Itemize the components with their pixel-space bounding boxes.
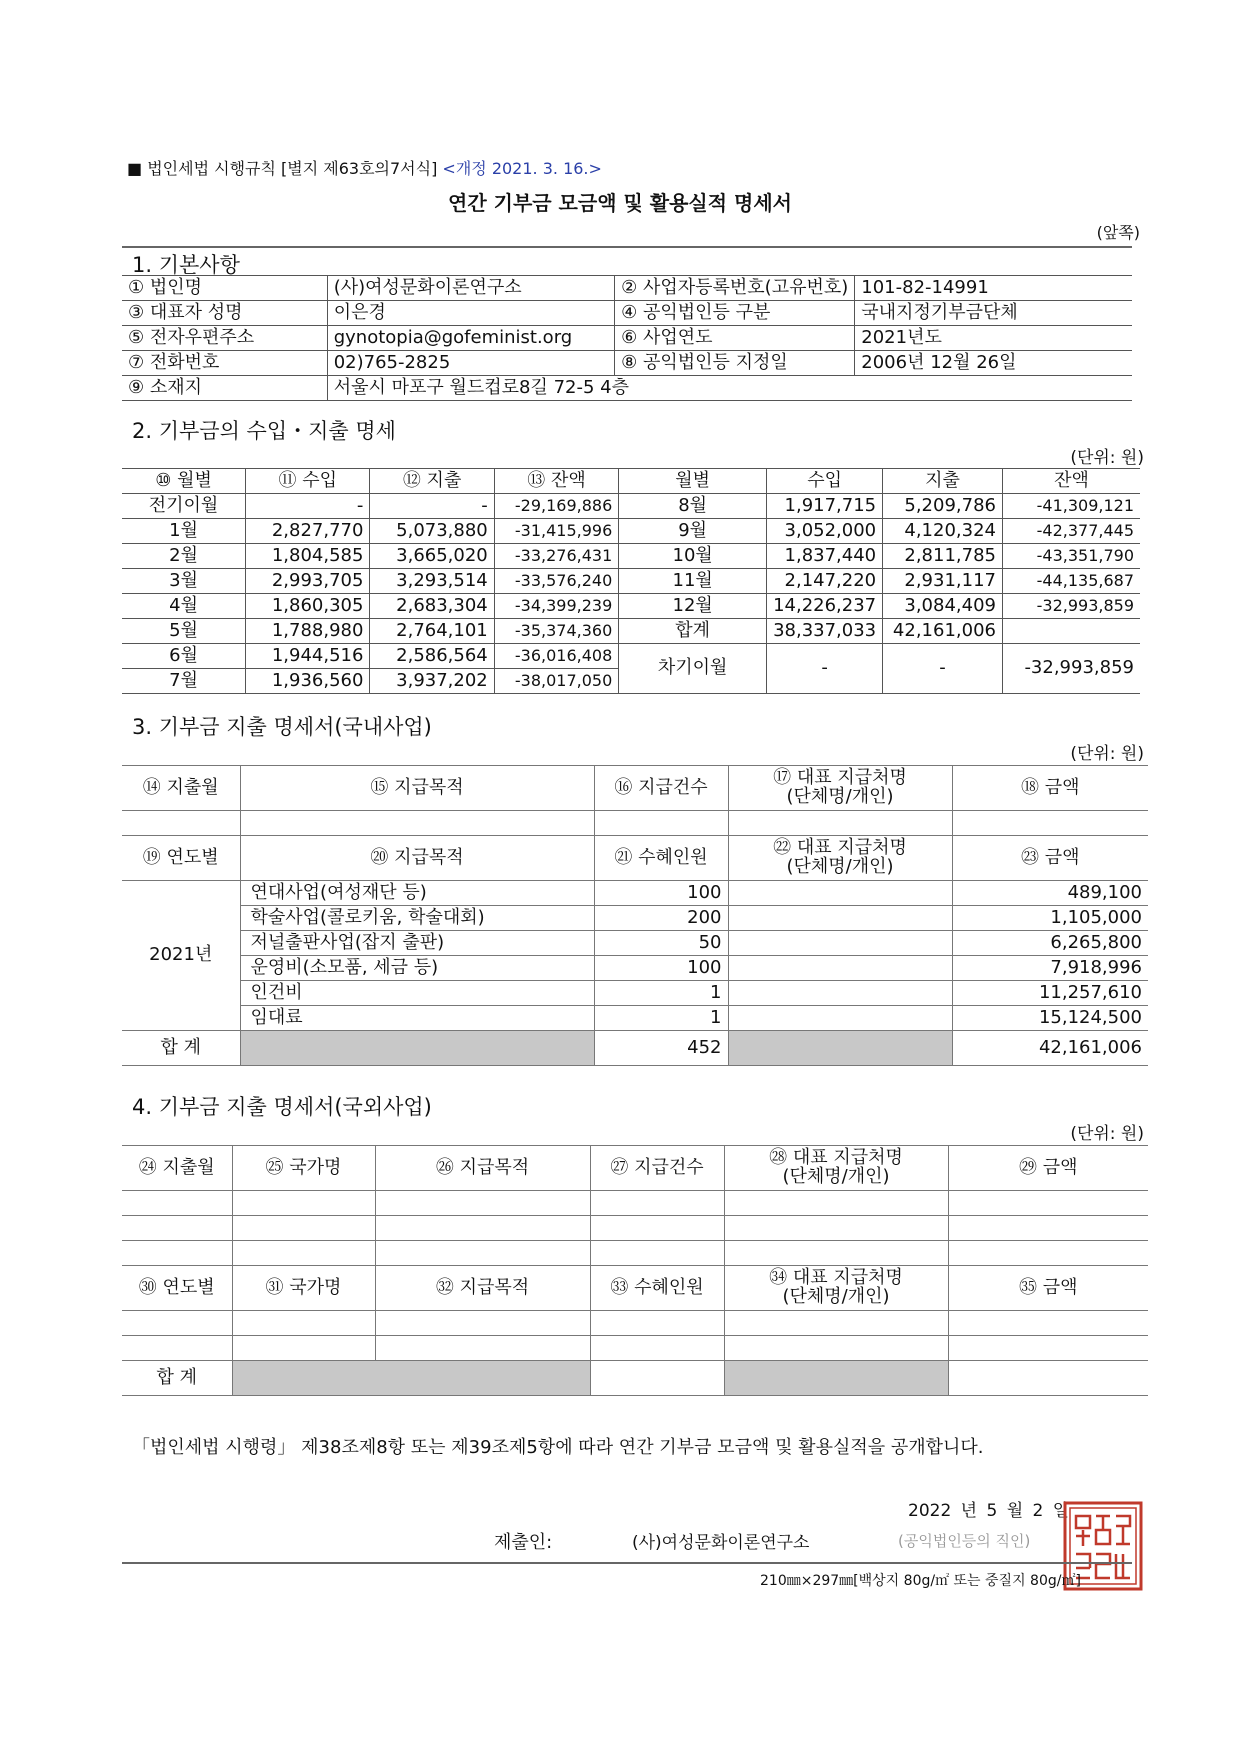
recipient-cell <box>728 981 952 1006</box>
month-row <box>122 644 1140 669</box>
total-label: 합 계 <box>122 1361 232 1396</box>
amount-cell: -41,309,121 <box>1002 494 1140 519</box>
count-cell: 100 <box>594 881 728 906</box>
amount-cell: 1,860,305 <box>246 594 370 619</box>
basic-info-value: 02)765-2825 <box>327 351 614 376</box>
column-header: ⑪ 수입 <box>246 469 370 494</box>
header-line: ⑰ 대표 지급처명 <box>773 767 907 789</box>
empty-cell <box>948 1311 1148 1336</box>
month-row <box>122 594 1140 619</box>
empty-cell <box>724 1216 948 1241</box>
recipient-cell <box>728 1006 952 1031</box>
purpose-cell: 저널출판사업(잡지 출판) <box>240 931 594 956</box>
total-row <box>122 1361 1148 1396</box>
total-amount <box>948 1361 1148 1396</box>
basic-info-label: ③ 대표자 성명 <box>122 301 327 326</box>
revision-date: <개정 2021. 3. 16.> <box>442 159 602 178</box>
basic-info-label: ⑤ 전자우편주소 <box>122 326 327 351</box>
month-label: 전기이월 <box>122 494 246 519</box>
empty-cell <box>724 1311 948 1336</box>
header-line: (단체명/개인) <box>782 1286 890 1307</box>
basic-info-value: 이은경 <box>327 301 614 326</box>
column-header <box>724 1146 948 1191</box>
amount-cell: 1,788,980 <box>246 619 370 644</box>
purpose-cell: 연대사업(여성재단 등) <box>240 881 594 906</box>
column-header-row <box>122 1266 1148 1311</box>
gray-cell <box>724 1361 948 1396</box>
expense-row <box>122 1006 1148 1031</box>
total-label: 합 계 <box>122 1031 240 1066</box>
empty-cell <box>375 1216 590 1241</box>
gray-cell <box>232 1361 590 1396</box>
total-count: 452 <box>594 1031 728 1066</box>
amount-cell: 3,052,000 <box>767 519 883 544</box>
month-label: 4월 <box>122 594 246 619</box>
amount-cell: 14,226,237 <box>767 594 883 619</box>
purpose-cell: 인건비 <box>240 981 594 1006</box>
amount-cell: 5,209,786 <box>883 494 1003 519</box>
month-label: 12월 <box>619 594 767 619</box>
amount-cell: 2,764,101 <box>370 619 494 644</box>
amount-cell <box>1002 619 1140 644</box>
total-amount: 42,161,006 <box>952 1031 1148 1066</box>
form-reference <box>127 156 602 179</box>
column-header: ⑳ 지급목적 <box>240 836 594 881</box>
column-header-row <box>122 1146 1148 1191</box>
empty-cell <box>375 1311 590 1336</box>
month-label: 10월 <box>619 544 767 569</box>
column-header <box>728 836 952 881</box>
column-header: ⑫ 지출 <box>370 469 494 494</box>
amount-cell: 6,265,800 <box>952 931 1148 956</box>
column-header <box>724 1266 948 1311</box>
column-header: 잔액 <box>1002 469 1140 494</box>
amount-cell: -32,993,859 <box>1002 594 1140 619</box>
amount-cell: 2,586,564 <box>370 644 494 669</box>
amount-cell: -42,377,445 <box>1002 519 1140 544</box>
month-label: 합계 <box>619 619 767 644</box>
purpose-cell: 운영비(소모품, 세금 등) <box>240 956 594 981</box>
amount-cell: 4,120,324 <box>883 519 1003 544</box>
basic-info-label: ① 법인명 <box>122 276 327 301</box>
expense-row <box>122 931 1148 956</box>
month-label: 1월 <box>122 519 246 544</box>
total-count <box>590 1361 724 1396</box>
expense-row <box>122 906 1148 931</box>
amount-cell: 3,293,514 <box>370 569 494 594</box>
basic-info-value: 101-82-14991 <box>855 276 1132 301</box>
carry-forward-value: -32,993,859 <box>1002 644 1140 694</box>
amount-cell: 1,944,516 <box>246 644 370 669</box>
empty-cell <box>122 1336 232 1361</box>
empty-row <box>122 1336 1148 1361</box>
section2-unit: (단위: 원) <box>1070 448 1144 468</box>
empty-cell <box>724 1191 948 1216</box>
count-cell: 200 <box>594 906 728 931</box>
empty-cell <box>724 1241 948 1266</box>
location-value: 서울시 마포구 월드컵로8길 72-5 4층 <box>327 376 1132 401</box>
empty-cell <box>948 1216 1148 1241</box>
column-header: ⑮ 지급목적 <box>240 766 594 811</box>
header-line: ㉒ 대표 지급처명 <box>773 837 907 859</box>
recipient-cell <box>728 906 952 931</box>
column-header-row <box>122 836 1148 881</box>
carry-forward-value: - <box>883 644 1003 694</box>
empty-cell <box>122 1216 232 1241</box>
gray-cell <box>728 1031 952 1066</box>
total-row <box>122 1031 1148 1066</box>
expense-row <box>122 981 1148 1006</box>
empty-cell <box>232 1191 375 1216</box>
empty-cell <box>375 1191 590 1216</box>
column-header: ⑭ 지출월 <box>122 766 240 811</box>
empty-cell <box>232 1216 375 1241</box>
amount-cell: -38,017,050 <box>494 669 619 694</box>
header-line: ㉘ 대표 지급처명 <box>769 1147 903 1169</box>
amount-cell: 11,257,610 <box>952 981 1148 1006</box>
amount-cell: 2,683,304 <box>370 594 494 619</box>
basic-info-value: 2021년도 <box>855 326 1132 351</box>
amount-cell: 1,105,000 <box>952 906 1148 931</box>
empty-cell <box>594 811 728 836</box>
purpose-cell: 학술사업(콜로키움, 학술대회) <box>240 906 594 931</box>
overseas-expense-table <box>122 1145 1148 1396</box>
basic-info-row <box>122 301 1132 326</box>
column-header: ㉜ 지급목적 <box>375 1266 590 1311</box>
domestic-expense-table <box>122 765 1148 1066</box>
column-header: ㉖ 지급목적 <box>375 1146 590 1191</box>
amount-cell: -36,016,408 <box>494 644 619 669</box>
count-cell: 1 <box>594 1006 728 1031</box>
amount-cell: 2,147,220 <box>767 569 883 594</box>
empty-cell <box>122 1311 232 1336</box>
amount-cell: 2,931,117 <box>883 569 1003 594</box>
amount-cell: 1,936,560 <box>246 669 370 694</box>
empty-row <box>122 1191 1148 1216</box>
column-header: ⑱ 금액 <box>952 766 1148 811</box>
amount-cell: 3,665,020 <box>370 544 494 569</box>
header-line: (단체명/개인) <box>786 856 894 877</box>
amount-cell: -33,576,240 <box>494 569 619 594</box>
header-line: ㉞ 대표 지급처명 <box>769 1267 903 1289</box>
front-side-label: (앞쪽) <box>1096 223 1140 242</box>
empty-cell <box>122 1241 232 1266</box>
section1-title: 1. 기본사항 <box>132 253 240 277</box>
empty-cell <box>728 811 952 836</box>
recipient-cell <box>728 931 952 956</box>
empty-cell <box>232 1311 375 1336</box>
amount-cell: 1,917,715 <box>767 494 883 519</box>
empty-row <box>122 1311 1148 1336</box>
amount-cell: 3,084,409 <box>883 594 1003 619</box>
carry-forward-label: 차기이월 <box>619 644 767 694</box>
month-label: 11월 <box>619 569 767 594</box>
empty-cell <box>240 811 594 836</box>
column-header <box>728 766 952 811</box>
column-header: ㉝ 수혜인원 <box>590 1266 724 1311</box>
amount-cell: 2,811,785 <box>883 544 1003 569</box>
empty-cell <box>948 1241 1148 1266</box>
month-row <box>122 544 1140 569</box>
column-header: 수입 <box>767 469 883 494</box>
basic-info-table <box>122 275 1132 401</box>
column-header: ㉔ 지출월 <box>122 1146 232 1191</box>
column-header: ㉑ 수혜인원 <box>594 836 728 881</box>
empty-row <box>122 811 1148 836</box>
submitter-name: (사)여성문화이론연구소 <box>632 1533 810 1553</box>
basic-info-row <box>122 276 1132 301</box>
month-row <box>122 569 1140 594</box>
amount-cell: -29,169,886 <box>494 494 619 519</box>
basic-info-label: ⑧ 공익법인등 지정일 <box>615 351 855 376</box>
empty-cell <box>590 1336 724 1361</box>
empty-cell <box>952 811 1148 836</box>
amount-cell: 3,937,202 <box>370 669 494 694</box>
empty-cell <box>122 1191 232 1216</box>
column-header: 지출 <box>883 469 1003 494</box>
empty-cell <box>375 1241 590 1266</box>
empty-cell <box>948 1336 1148 1361</box>
footer-divider <box>122 1562 1132 1564</box>
empty-row <box>122 1216 1148 1241</box>
column-header: ⑬ 잔액 <box>494 469 619 494</box>
section3-title: 3. 기부금 지출 명세서(국내사업) <box>132 715 432 739</box>
basic-info-label: ④ 공익법인등 구분 <box>615 301 855 326</box>
amount-cell: 7,918,996 <box>952 956 1148 981</box>
submitter-label: 제출인: <box>494 1532 553 1553</box>
amount-cell: 15,124,500 <box>952 1006 1148 1031</box>
income-expense-header <box>122 469 1140 494</box>
month-label: 5월 <box>122 619 246 644</box>
recipient-cell <box>728 881 952 906</box>
empty-row <box>122 1241 1148 1266</box>
income-expense-table <box>122 468 1140 694</box>
month-label: 6월 <box>122 644 246 669</box>
amount-cell: - <box>370 494 494 519</box>
section2-title: 2. 기부금의 수입・지출 명세 <box>132 419 396 443</box>
month-label: 9월 <box>619 519 767 544</box>
location-label: ⑨ 소재지 <box>122 376 327 401</box>
paper-spec: 210㎜×297㎜[백상지 80g/㎡ 또는 중질지 80g/㎡] <box>760 1573 1081 1589</box>
count-cell: 100 <box>594 956 728 981</box>
column-header: 월별 <box>619 469 767 494</box>
month-label: 3월 <box>122 569 246 594</box>
month-label: 8월 <box>619 494 767 519</box>
empty-cell <box>232 1241 375 1266</box>
amount-cell: 2,993,705 <box>246 569 370 594</box>
document-title: 연간 기부금 모금액 및 활용실적 명세서 <box>448 191 792 215</box>
amount-cell: -35,374,360 <box>494 619 619 644</box>
basic-info-label: ⑥ 사업연도 <box>615 326 855 351</box>
month-row <box>122 494 1140 519</box>
empty-cell <box>375 1336 590 1361</box>
section4-unit: (단위: 원) <box>1070 1124 1144 1144</box>
submission-date: 2022 년 5 월 2 일 <box>908 1501 1070 1521</box>
empty-cell <box>590 1241 724 1266</box>
carry-forward-value: - <box>767 644 883 694</box>
empty-cell <box>948 1191 1148 1216</box>
amount-cell: 38,337,033 <box>767 619 883 644</box>
empty-cell <box>590 1216 724 1241</box>
amount-cell: - <box>246 494 370 519</box>
column-header: ㉙ 금액 <box>948 1146 1148 1191</box>
basic-info-value: gynotopia@gofeminist.org <box>327 326 614 351</box>
column-header: ⑲ 연도별 <box>122 836 240 881</box>
empty-cell <box>590 1311 724 1336</box>
column-header: ㉗ 지급건수 <box>590 1146 724 1191</box>
section3-unit: (단위: 원) <box>1070 744 1144 764</box>
empty-cell <box>590 1191 724 1216</box>
expense-row <box>122 881 1148 906</box>
amount-cell: -44,135,687 <box>1002 569 1140 594</box>
gray-cell <box>240 1031 594 1066</box>
amount-cell: -43,351,790 <box>1002 544 1140 569</box>
month-row <box>122 519 1140 544</box>
month-label: 7월 <box>122 669 246 694</box>
month-row <box>122 619 1140 644</box>
amount-cell: -34,399,239 <box>494 594 619 619</box>
purpose-cell: 임대료 <box>240 1006 594 1031</box>
empty-cell <box>724 1336 948 1361</box>
header-line: (단체명/개인) <box>786 786 894 807</box>
amount-cell: 1,804,585 <box>246 544 370 569</box>
column-header: ㉕ 국가명 <box>232 1146 375 1191</box>
header-line: (단체명/개인) <box>782 1166 890 1187</box>
amount-cell: -31,415,996 <box>494 519 619 544</box>
empty-cell <box>232 1336 375 1361</box>
amount-cell: 42,161,006 <box>883 619 1003 644</box>
expense-row <box>122 956 1148 981</box>
month-label: 2월 <box>122 544 246 569</box>
basic-info-value: (사)여성문화이론연구소 <box>327 276 614 301</box>
column-header: ⑩ 월별 <box>122 469 246 494</box>
empty-cell <box>122 811 240 836</box>
year-cell: 2021년 <box>122 881 240 1031</box>
basic-info-label: ⑦ 전화번호 <box>122 351 327 376</box>
location-row <box>122 376 1132 401</box>
column-header: ㉓ 금액 <box>952 836 1148 881</box>
law-reference: ■ 법인세법 시행규칙 [별지 제63호의7서식] <box>127 159 438 178</box>
column-header: ㉟ 금액 <box>948 1266 1148 1311</box>
column-header-row <box>122 766 1148 811</box>
column-header: ⑯ 지급건수 <box>594 766 728 811</box>
divider <box>122 246 1132 248</box>
amount-cell: 2,827,770 <box>246 519 370 544</box>
count-cell: 1 <box>594 981 728 1006</box>
amount-cell: 1,837,440 <box>767 544 883 569</box>
column-header: ㉚ 연도별 <box>122 1266 232 1311</box>
recipient-cell <box>728 956 952 981</box>
column-header: ㉛ 국가명 <box>232 1266 375 1311</box>
basic-info-row <box>122 351 1132 376</box>
section4-title: 4. 기부금 지출 명세서(국외사업) <box>132 1095 432 1119</box>
count-cell: 50 <box>594 931 728 956</box>
basic-info-value: 2006년 12월 26일 <box>855 351 1132 376</box>
amount-cell: -33,276,431 <box>494 544 619 569</box>
seal-label: (공익법인등의 직인) <box>898 1532 1031 1550</box>
amount-cell: 5,073,880 <box>370 519 494 544</box>
basic-info-row <box>122 326 1132 351</box>
basic-info-label: ② 사업자등록번호(고유번호) <box>615 276 855 301</box>
basic-info-value: 국내지정기부금단체 <box>855 301 1132 326</box>
amount-cell: 489,100 <box>952 881 1148 906</box>
declaration-text: 「법인세법 시행령」 제38조제8항 또는 제39조제5항에 따라 연간 기부금 모금액 및 활용실적을 공개합니다. <box>132 1437 984 1458</box>
